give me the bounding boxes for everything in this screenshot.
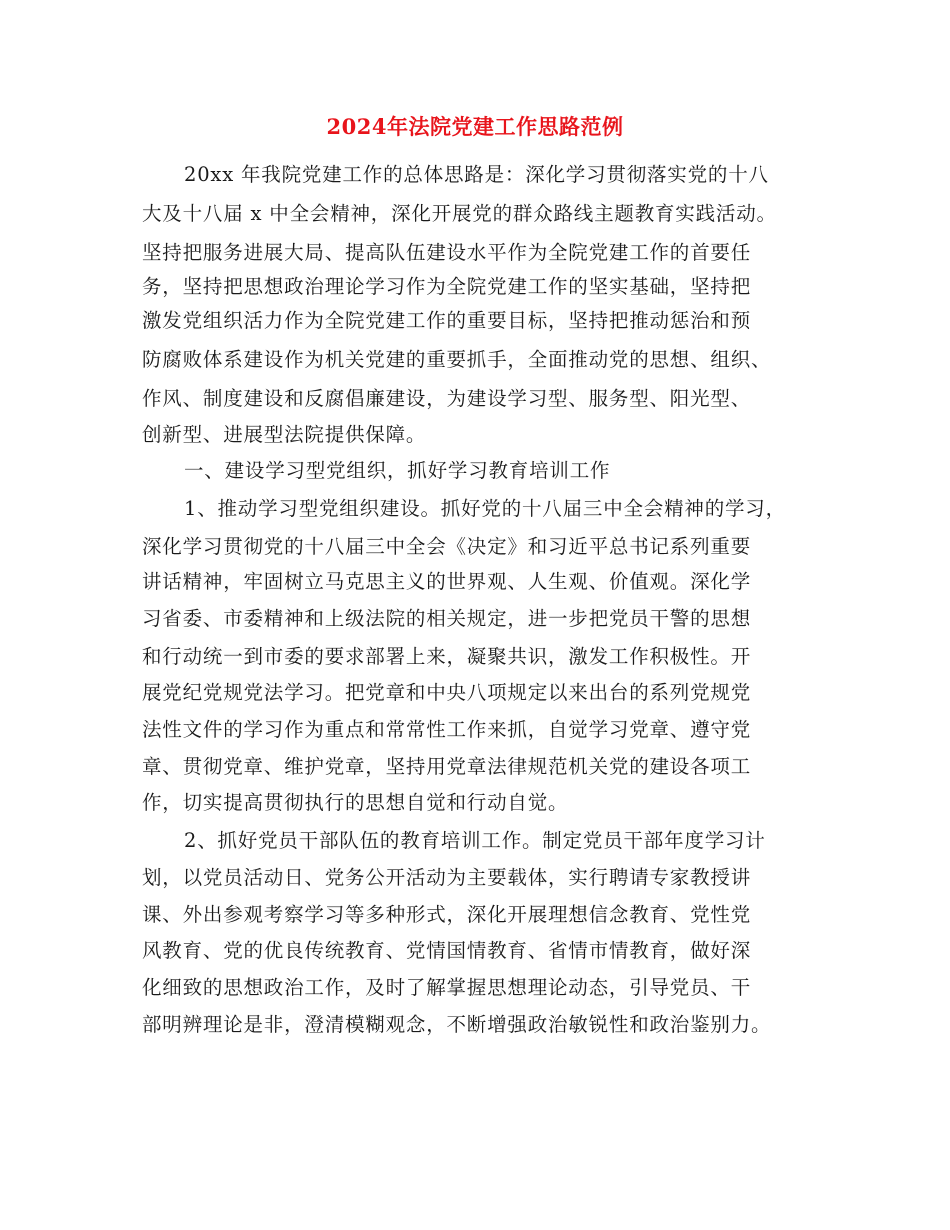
document-title: 2024年法院党建工作思路范例 bbox=[326, 114, 624, 139]
text-line: 划，以党员活动日、党务公开活动为主要载体，实行聘请专家教授讲 bbox=[142, 866, 752, 889]
text-line: 2、抓好党员干部队伍的教育培训工作。制定党员干部年度学习计 bbox=[184, 829, 766, 852]
text-line: 法性文件的学习作为重点和常常性工作来抓，自觉学习党章、遵守党 bbox=[142, 718, 752, 741]
text-line: 作，切实提高贯彻执行的思想自觉和行动自觉。 bbox=[142, 791, 569, 814]
text-line: 创新型、进展型法院提供保障。 bbox=[142, 423, 427, 446]
text-line: 和行动统一到市委的要求部署上来，凝聚共识，激发工作积极性。开 bbox=[142, 645, 752, 668]
text-line: 风教育、党的优良传统教育、党情国情教育、省情市情教育，做好深 bbox=[142, 939, 752, 962]
text-line: 深化学习贯彻党的十八届三中全会《决定》和习近平总书记系列重要 bbox=[142, 535, 752, 558]
text-line: 1、推动学习型党组织建设。抓好党的十八届三中全会精神的学习， bbox=[184, 497, 786, 520]
text-line: 章、贯彻党章、维护党章，坚持用党章法律规范机关党的建设各项工 bbox=[142, 755, 752, 778]
text-line: 课、外出参观考察学习等多种形式，深化开展理想信念教育、党性党 bbox=[142, 903, 752, 926]
text-line: 坚持把服务进展大局、提高队伍建设水平作为全院党建工作的首要任 bbox=[142, 241, 752, 264]
text-line: 大及十八届 x 中全会精神，深化开展党的群众路线主题教育实践活动。 bbox=[142, 202, 777, 225]
text-line: 展党纪党规党法学习。把党章和中央八项规定以来出台的系列党规党 bbox=[142, 681, 752, 704]
text-line: 讲话精神，牢固树立马克思主义的世界观、人生观、价值观。深化学 bbox=[142, 570, 752, 593]
text-line: 部明辨理论是非，澄清模糊观念，不断增强政治敏锐性和政治鉴别力。 bbox=[142, 1013, 772, 1036]
text-line: 作风、制度建设和反腐倡廉建设，为建设学习型、服务型、阳光型、 bbox=[142, 387, 752, 410]
section-heading: 一、建设学习型党组织，抓好学习教育培训工作 bbox=[184, 459, 611, 482]
text-line: 化细致的思想政治工作，及时了解掌握思想理论动态，引导党员、干 bbox=[142, 976, 752, 999]
text-line: 激发党组织活力作为全院党建工作的重要目标，坚持把推动惩治和预 bbox=[142, 309, 752, 332]
text-line: 防腐败体系建设作为机关党建的重要抓手，全面推动党的思想、组织、 bbox=[142, 348, 772, 371]
text-line: 习省委、市委精神和上级法院的相关规定，进一步把党员干警的思想 bbox=[142, 607, 752, 630]
text-line: 务，坚持把思想政治理论学习作为全院党建工作的坚实基础，坚持把 bbox=[142, 275, 752, 298]
text-line: 20xx 年我院党建工作的总体思路是：深化学习贯彻落实党的十八 bbox=[184, 163, 769, 186]
